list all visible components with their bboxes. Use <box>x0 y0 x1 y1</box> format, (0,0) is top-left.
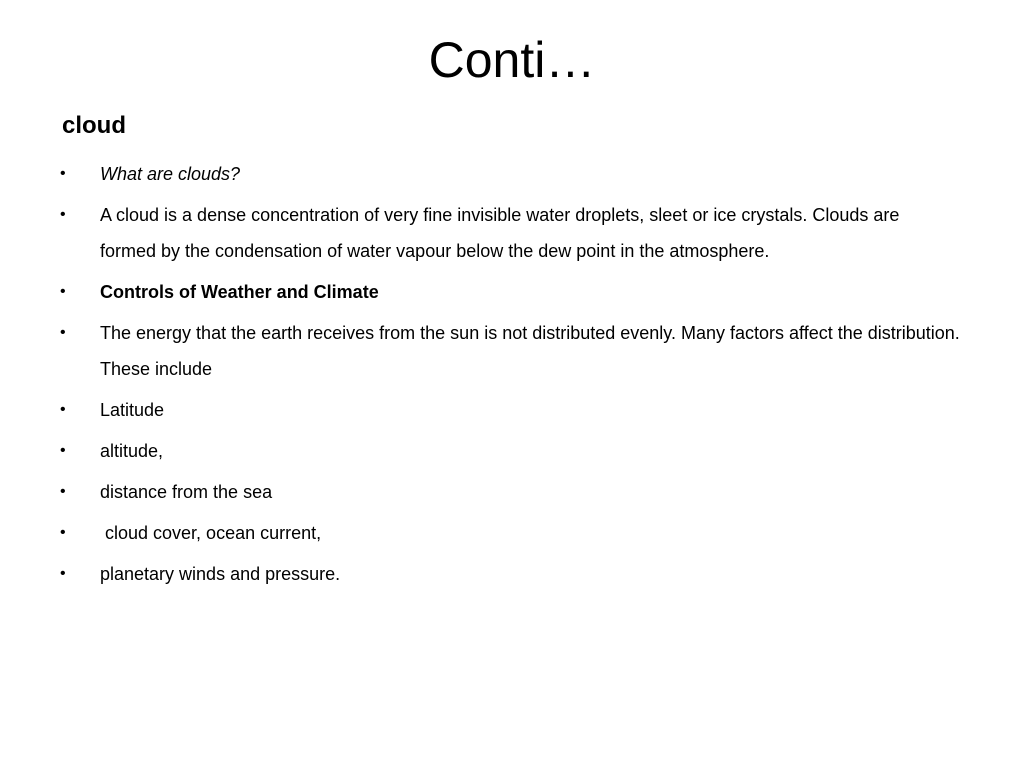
bullet-text: A cloud is a dense concentration of very fine invisible water droplets, sleet or ice crystals. Clouds are formed by the condensation of water vapour below the dew point in the atmosphere. <box>100 205 900 261</box>
bullet-list <box>60 156 960 597</box>
bullet-text: The energy that the earth receives from the sun is not distributed evenly. Many factors affect the distribution. These include <box>100 323 960 379</box>
bullet-text: Controls of Weather and Climate <box>100 282 379 302</box>
list-item <box>60 156 960 192</box>
bullet-text: altitude, <box>100 441 164 461</box>
list-item <box>60 474 960 510</box>
bullet-point: • <box>60 324 66 341</box>
list-item <box>60 433 960 469</box>
list-item <box>60 556 960 592</box>
list-item <box>60 197 960 269</box>
bullet-point: • <box>60 206 66 223</box>
list-item <box>60 315 960 387</box>
bullet-text: What are clouds? <box>100 164 241 184</box>
bullet-point: • <box>60 401 66 418</box>
bullet-point: • <box>60 165 66 182</box>
list-item <box>60 515 960 551</box>
slide-title: Conti… <box>428 32 596 88</box>
bullet-point: • <box>60 565 66 582</box>
bullet-text: cloud cover, ocean current, <box>105 523 322 543</box>
bullet-point: • <box>60 442 66 459</box>
section-heading: cloud <box>62 112 126 139</box>
list-item <box>60 274 960 310</box>
bullet-point: • <box>60 524 66 541</box>
bullet-point: • <box>60 483 66 500</box>
bullet-point: • <box>60 283 66 300</box>
bullet-text: Latitude <box>100 400 165 420</box>
bullet-text: distance from the sea <box>100 482 273 502</box>
list-item <box>60 392 960 428</box>
bullet-text: planetary winds and pressure. <box>100 564 341 584</box>
